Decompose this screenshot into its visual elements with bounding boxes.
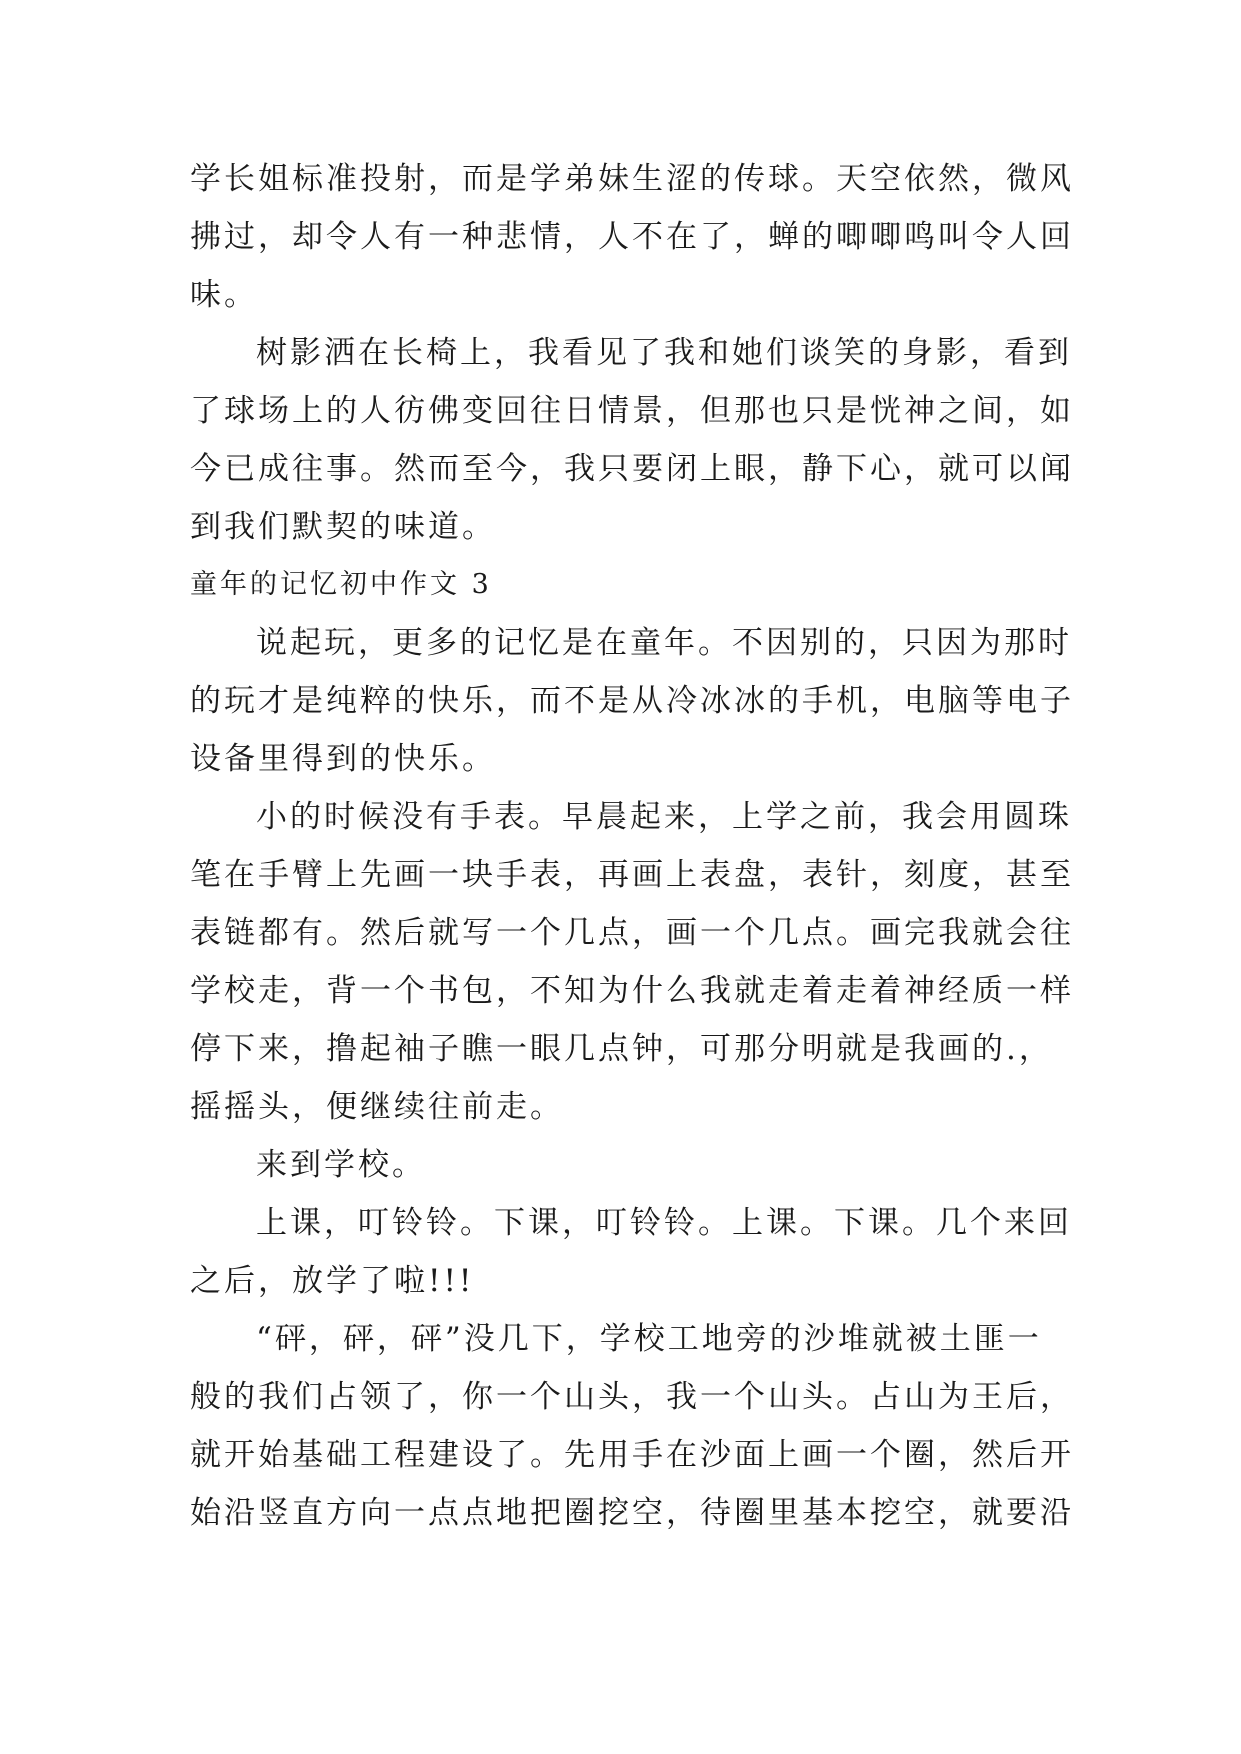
text-line: 表链都有。然后就写一个几点，画一个几点。画完我就会往: [190, 915, 1074, 951]
paragraph-first-line: “砰，砰，砰”没几下，学校工地旁的沙堆就被土匪一: [256, 1321, 1042, 1357]
paragraph-first-line: 小的时候没有手表。早晨起来，上学之前，我会用圆珠: [256, 799, 1072, 835]
text-line: 就开始基础工程建设了。先用手在沙面上画一个圈，然后开: [190, 1437, 1074, 1473]
paragraph-first-line: 上课，叮铃铃。下课，叮铃铃。上课。下课。几个来回: [256, 1205, 1072, 1241]
text-line: 拂过，却令人有一种悲情，人不在了，蝉的唧唧鸣叫令人回: [190, 219, 1074, 255]
text-line: 设备里得到的快乐。: [190, 741, 496, 777]
text-line: 摇摇头，便继续往前走。: [190, 1089, 564, 1125]
text-line: 到我们默契的味道。: [190, 509, 496, 545]
text-line: 味。: [190, 277, 258, 313]
paragraph-first-line: 说起玩，更多的记忆是在童年。不因别的，只因为那时: [256, 625, 1072, 661]
text-line: 学长姐标准投射，而是学弟妹生涩的传球。天空依然，微风: [190, 161, 1074, 197]
text-line: 般的我们占领了，你一个山头，我一个山头。占山为王后，: [190, 1379, 1074, 1415]
text-line: 停下来，撸起袖子瞧一眼几点钟，可那分明就是我画的.，: [190, 1031, 1053, 1067]
text-line: 之后，放学了啦!!!: [190, 1263, 475, 1299]
text-line: 学校走，背一个书包，不知为什么我就走着走着神经质一样: [190, 973, 1074, 1009]
text-line: 的玩才是纯粹的快乐，而不是从冷冰冰的手机，电脑等电子: [190, 683, 1074, 719]
text-line: 笔在手臂上先画一块手表，再画上表盘，表针，刻度，甚至: [190, 857, 1074, 893]
paragraph-first-line: 来到学校。: [256, 1147, 426, 1183]
text-line: 始沿竖直方向一点点地把圈挖空，待圈里基本挖空，就要沿: [190, 1495, 1074, 1531]
section-title: 童年的记忆初中作文 3: [190, 569, 492, 600]
paragraph-first-line: 树影洒在长椅上，我看见了我和她们谈笑的身影，看到: [256, 335, 1072, 371]
text-line: 了球场上的人彷佛变回往日情景，但那也只是恍神之间，如: [190, 393, 1074, 429]
document-body: [190, 150, 1074, 1542]
text-line: 今已成往事。然而至今，我只要闭上眼，静下心，就可以闻: [190, 451, 1074, 487]
